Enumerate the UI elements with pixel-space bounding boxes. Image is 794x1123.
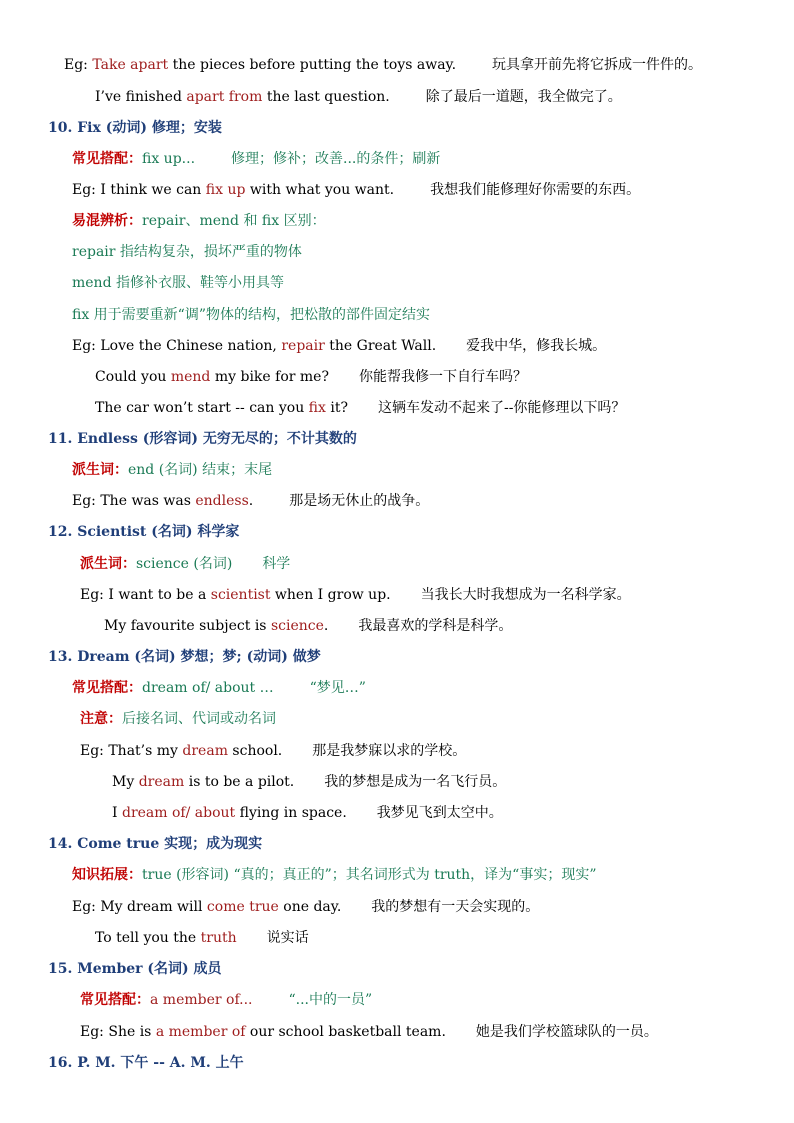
text-line [72,181,640,199]
text-line [112,773,506,791]
text-segment: the Great Wall. [324,338,437,354]
text-segment: dream of/ about [121,805,236,821]
text-line [72,337,606,355]
text-segment: repair [281,338,325,354]
text-segment: Eg: Love the Chinese nation, [72,338,282,354]
text-line [72,492,429,510]
text-segment: a member of... [150,992,253,1008]
text-segment: 科学 [262,556,291,572]
text-segment: repair 指结构复杂，损坏严重的物体 [72,244,302,260]
text-segment: To tell you the [95,930,201,946]
category-label: 常见搭配： [72,151,142,167]
text-segment: our school basketball team. [245,1024,446,1040]
text-line [72,212,326,230]
text-segment: . [248,493,254,509]
text-segment: the pieces before putting the toys away. [168,57,457,73]
text-line [64,56,702,74]
entry-heading: 12. Scientist (名词) 科学家 [48,524,240,540]
text-segment: 说实话 [266,930,309,946]
text-segment: My favourite subject is [104,618,271,634]
text-line [80,710,276,728]
text-segment: fix up... [142,151,196,167]
text-line [48,523,239,541]
text-segment: “...中的一员” [288,992,373,1008]
text-segment: fix up [205,182,246,198]
text-segment: My [112,774,139,790]
category-label: 易混辨析： [72,213,142,229]
text-segment: Eg: I think we can [72,182,206,198]
text-segment: 我的梦想有一天会实现的。 [371,899,540,915]
text-segment: Eg: My dream will [72,899,207,915]
entry-heading: 16. P. M. 下午 -- A. M. 上午 [48,1055,244,1071]
category-label: 知识拓展： [72,867,142,883]
text-line [72,243,302,261]
text-segment: science (名词) [136,556,233,572]
text-segment: school. [227,743,283,759]
text-line [48,1054,244,1072]
text-line [95,399,625,417]
text-segment: 那是我梦寐以求的学校。 [312,743,467,759]
text-segment: 我最喜欢的学科是科学。 [358,618,513,634]
text-line [72,150,440,168]
text-line [80,555,290,573]
text-segment: dream of/ about … [142,680,274,696]
text-segment: repair、mend 和 fix 区别： [142,213,326,229]
text-segment: 修理；修补；改善...的条件；刷新 [231,151,441,167]
text-segment: Take apart [92,57,169,73]
text-segment: science [270,618,324,634]
text-line [72,679,366,697]
text-segment: 她是我们学校篮球队的一员。 [475,1024,658,1040]
text-segment: dream [138,774,185,790]
text-line [72,866,597,884]
text-segment: 除了最后一道题，我全做完了。 [425,89,622,105]
text-segment: fix 用于需要重新“调”物体的结构，把松散的部件固定结实 [72,307,430,323]
text-segment: Eg: The was was [72,493,196,509]
text-line [48,960,222,978]
text-line [80,1023,658,1041]
text-segment: 那是场无休止的战争。 [289,493,430,509]
text-segment: 你能帮我修一下自行车吗？ [358,369,527,385]
text-line [80,586,631,604]
text-line [48,430,357,448]
text-segment: Eg: I want to be a [80,587,211,603]
text-line [95,88,622,106]
category-label: 注意： [80,711,122,727]
text-segment: I [112,805,122,821]
text-line [95,929,309,947]
category-label: 派生词： [80,556,136,572]
category-label: 常见搭配： [72,680,142,696]
text-segment: Eg: [64,57,93,73]
entry-heading: 10. Fix (动词) 修理；安装 [48,120,222,136]
text-segment: truth [200,930,237,946]
text-segment: mend [170,369,211,385]
text-segment: is to be a pilot. [184,774,295,790]
text-segment: . [323,618,329,634]
text-segment: fix [308,400,326,416]
text-segment: come true [206,899,279,915]
text-segment: Eg: That’s my [80,743,183,759]
entry-heading: 11. Endless (形容词) 无穷无尽的；不计其数的 [48,431,357,447]
text-segment: “梦见…” [309,680,366,696]
text-line [95,368,527,386]
text-line [72,898,539,916]
text-segment: mend 指修补衣服、鞋等小用具等 [72,275,284,291]
entry-heading: 14. Come true 实现；成为现实 [48,836,263,852]
text-line [80,991,372,1009]
text-segment: 爱我中华，修我长城。 [466,338,607,354]
text-segment: I’ve finished [95,89,187,105]
text-segment: flying in space. [235,805,347,821]
text-segment: 当我长大时我想成为一名科学家。 [420,587,631,603]
text-line [48,648,321,666]
text-segment: 后接名词、代词或动名词 [122,711,276,727]
text-line [72,274,284,292]
text-segment: with what you want. [245,182,395,198]
entry-heading: 13. Dream (名词) 梦想；梦; (动词) 做梦 [48,649,321,665]
text-segment: a member of [155,1024,246,1040]
text-segment: 我的梦想是成为一名飞行员。 [324,774,507,790]
text-line [112,804,503,822]
text-line [72,461,272,479]
text-line [48,835,262,853]
text-segment: Eg: She is [80,1024,156,1040]
text-line [48,119,222,137]
text-segment: 玩具拿开前先将它拆成一件件的。 [492,57,703,73]
text-segment: 我想我们能修理好你需要的东西。 [430,182,641,198]
category-label: 常见搭配： [80,992,150,1008]
text-segment: my bike for me? [210,369,329,385]
text-segment: 我梦见飞到太空中。 [376,805,503,821]
text-segment: scientist [210,587,271,603]
text-line [80,742,466,760]
entry-heading: 15. Member (名词) 成员 [48,961,222,977]
text-segment: Could you [95,369,171,385]
text-segment: The car won’t start -- can you [95,400,309,416]
text-segment: end (名词) 结束；末尾 [128,462,273,478]
text-segment: when I grow up. [270,587,391,603]
text-segment: true (形容词) “真的；真正的”；其名词形式为 truth，译为“事实；现实” [142,867,597,883]
category-label: 派生词： [72,462,128,478]
text-segment: one day. [278,899,342,915]
text-segment: apart from [186,89,263,105]
text-segment: dream [182,743,228,759]
text-segment: the last question. [262,89,390,105]
text-line [104,617,512,635]
text-segment: endless [195,493,249,509]
text-line [72,306,430,324]
text-segment: 这辆车发动不起来了--你能修理以下吗？ [377,400,626,416]
text-segment: it? [325,400,348,416]
